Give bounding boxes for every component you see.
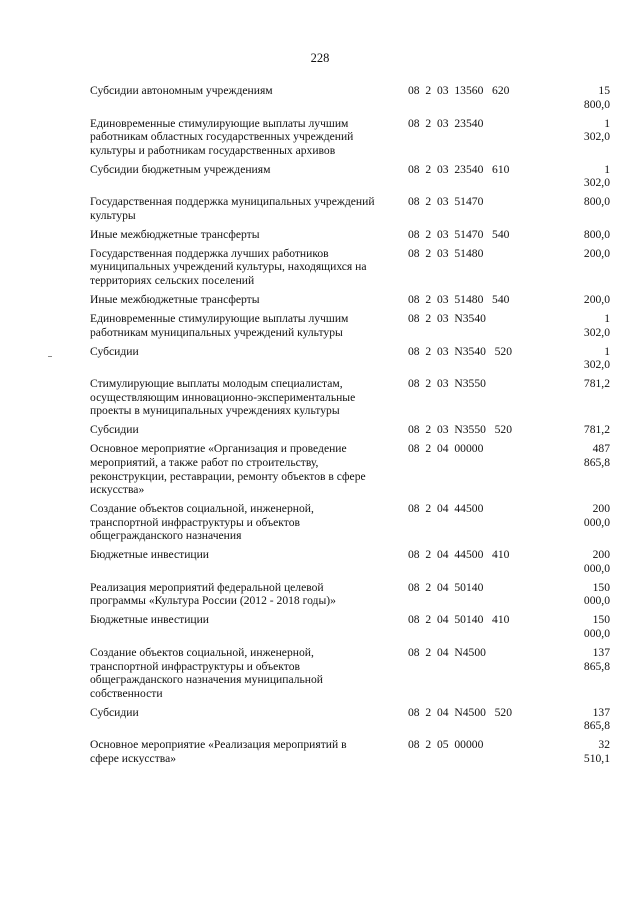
table-row — [90, 377, 610, 418]
budget-table — [90, 84, 610, 771]
row-code: 08 2 03 51480 — [408, 246, 484, 260]
row-code: 08 2 03 N3540 520 — [408, 344, 513, 358]
table-row — [90, 581, 610, 608]
row-code: 08 2 03 13560 620 — [408, 84, 510, 97]
row-code: 08 2 04 N4500 — [408, 646, 486, 660]
row-name: Единовременные стимулирующие выплаты лучшим работникам муниципальных учреждений культуры — [90, 312, 349, 339]
row-amount: 200 000,0 — [583, 502, 610, 529]
row-amount: 137 865,8 — [583, 705, 610, 733]
row-name: Субсидии бюджетным учреждениям — [90, 162, 271, 176]
table-row — [90, 548, 610, 575]
table-row — [90, 502, 610, 543]
row-name: Реализация мероприятий федеральной целевой программы «Культура России (2012 - 2018 годы)» — [90, 580, 336, 608]
row-amount: 32 510,1 — [583, 738, 610, 765]
row-code: 08 2 04 44500 410 — [408, 548, 510, 562]
row-name: Стимулирующие выплаты молодым специалистам, осуществляющим инновационно-экспериментальные проекты в муниципальных учреждениях культуры — [90, 377, 356, 418]
row-name: Основное мероприятие «Организация и проведение мероприятий, а также работ по строительству, реконструкции, реставрации, ремонту объектов в сфере искусства» — [90, 442, 366, 497]
row-name: Государственная поддержка муниципальных учреждений культуры — [90, 195, 375, 222]
row-amount: 150 000,0 — [583, 580, 610, 608]
table-row — [90, 247, 610, 288]
row-code: 08 2 04 00000 — [408, 442, 484, 456]
row-amount: 1 302,0 — [583, 116, 610, 144]
row-amount: 200 000,0 — [583, 548, 610, 575]
row-code: 08 2 04 44500 — [408, 502, 484, 516]
row-amount: 800,0 — [583, 195, 610, 209]
row-amount: 1 302,0 — [583, 344, 610, 372]
row-name: Иные межбюджетные трансферты — [90, 293, 260, 307]
row-code: 08 2 04 50140 410 — [408, 613, 510, 627]
table-row — [90, 706, 610, 733]
row-name: Создание объектов социальной, инженерной, транспортной инфраструктуры и объектов общегражданского назначения — [90, 502, 314, 543]
table-row — [90, 293, 610, 307]
table-row — [90, 195, 610, 222]
row-name: Основное мероприятие «Реализация мероприятий в сфере искусства» — [90, 738, 347, 765]
row-amount: 800,0 — [583, 227, 610, 241]
table-row — [90, 423, 610, 437]
row-code: 08 2 03 51480 540 — [408, 293, 510, 307]
row-code: 08 2 05 00000 — [408, 738, 484, 752]
row-amount: 200,0 — [583, 246, 610, 260]
row-code: 08 2 03 51470 — [408, 195, 484, 209]
table-row — [90, 84, 610, 111]
row-name: Субсидии — [90, 344, 139, 358]
row-name: Создание объектов социальной, инженерной, транспортной инфраструктуры и объектов общегражданского назначения муниципальной собственности — [90, 646, 323, 700]
row-code: 08 2 03 N3550 — [408, 377, 486, 391]
row-code: 08 2 03 51470 540 — [408, 227, 510, 241]
row-amount: 137 865,8 — [583, 646, 610, 673]
row-amount: 150 000,0 — [583, 613, 610, 641]
page-number: 228 — [310, 51, 330, 65]
row-name: Субсидии автономным учреждениям — [90, 84, 273, 97]
row-amount: 200,0 — [583, 293, 610, 307]
table-row — [90, 228, 610, 242]
row-amount: 781,2 — [583, 377, 610, 391]
row-name: Субсидии — [90, 423, 139, 437]
row-name: Государственная поддержка лучших работников муниципальных учреждений культуры, находящихся на территориях сельских поселений — [90, 246, 367, 288]
table-row — [90, 117, 610, 158]
row-code: 08 2 03 N3540 — [408, 312, 486, 326]
row-name: Иные межбюджетные трансферты — [90, 227, 260, 241]
table-row — [90, 646, 610, 700]
row-name: Единовременные стимулирующие выплаты лучшим работникам областных государственных учреждений культуры и работникам государственных архивов — [90, 116, 354, 157]
row-amount: 15 800,0 — [583, 84, 610, 111]
table-row — [90, 613, 610, 640]
row-code: 08 2 03 N3550 520 — [408, 423, 513, 437]
row-code: 08 2 04 N4500 520 — [408, 705, 513, 719]
table-row — [90, 442, 610, 496]
table-row — [90, 312, 610, 339]
row-amount: 781,2 — [583, 423, 610, 437]
row-amount: 1 302,0 — [583, 162, 610, 190]
row-code: 08 2 04 50140 — [408, 580, 484, 594]
row-name: Бюджетные инвестиции — [90, 613, 210, 627]
row-name: Субсидии — [90, 705, 139, 719]
row-amount: 1 302,0 — [583, 312, 610, 339]
table-row — [90, 163, 610, 190]
row-code: 08 2 03 23540 — [408, 116, 484, 130]
table-row — [90, 345, 610, 372]
row-name: Бюджетные инвестиции — [90, 548, 210, 562]
scan-mark — [48, 356, 52, 357]
table-row — [90, 738, 610, 765]
row-code: 08 2 03 23540 610 — [408, 162, 510, 176]
row-amount: 487 865,8 — [583, 442, 610, 469]
